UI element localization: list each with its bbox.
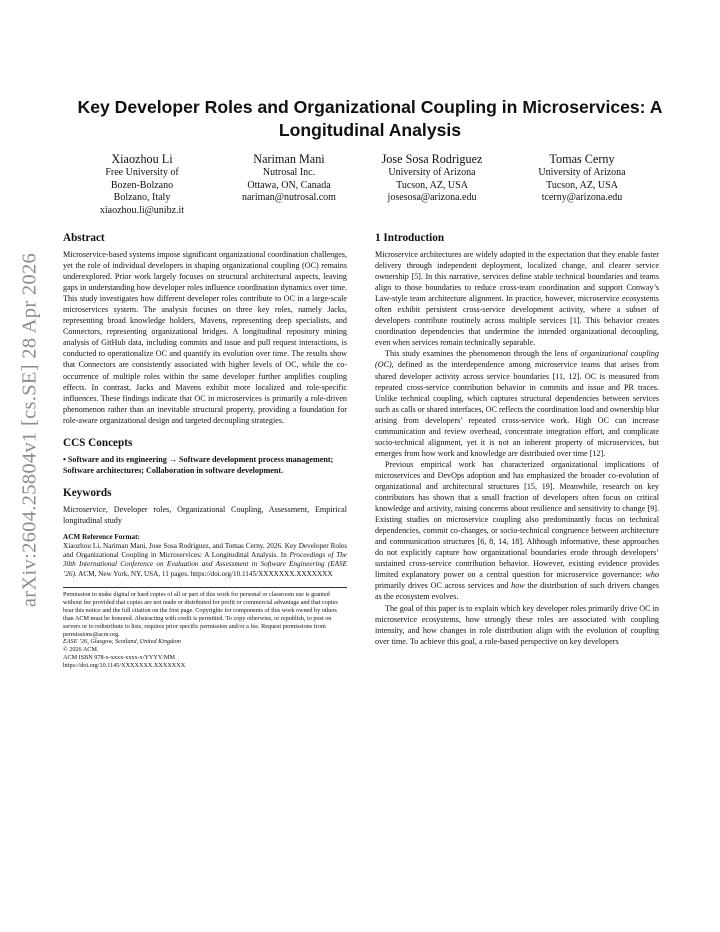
author-location: Ottawa, ON, Canada [247, 179, 331, 191]
keywords-text: Microservice, Developer roles, Organizational Coupling, Assessment, Empirical longitudinal study [63, 504, 347, 525]
acm-reference-heading: ACM Reference Format: [63, 532, 140, 541]
abstract-text: Microservice-based systems impose significant organizational coordination challenges, yet the role of individual developers in shaping organizational coupling (OC) remains underexplored. Prior work largely focuses on structural architectural aspects, leaving gaps in understanding how developer roles influence coordination dynamics over time. This study investigates how different developer roles contribute to OC in a large-scale microservices system. The analysis focuses on three key roles, namely Jacks, representing broad knowledge holders, Mavens, representing deep specialists, and Connectors, representing organizational bridges. A longitudinal repository mining analysis of GitHub data, including commits and issue and pull request interactions, is conducted to operationalize OC and quantify its evolution over time. The results show that Connectors are consistently associated with higher levels of OC, while the co-occurrence of multiple roles within the same developer further amplifies coupling effects. In contrast, Jacks and Mavens exhibit more localized and role-specific influences. These findings indicate that OC in microservices is primarily a role-driven phenomenon rather than an inevitable structural property, providing a foundation for role-aware organizational design and targeted decoupling strategies. [63, 250, 347, 425]
author-email[interactable]: xiaozhou.li@unibz.it [99, 204, 185, 216]
arxiv-id-text[interactable]: arXiv:2604.25804v1 [cs.SE] 28 Apr 2026 [18, 252, 41, 608]
copyright-line: © 2026 ACM. [63, 646, 99, 654]
author-email[interactable]: josesosa@arizona.edu [387, 192, 477, 204]
conference-venue: EASE ’26, Glasgow, Scotland, United Kingdom [63, 638, 181, 646]
author-name: Xiaozhou Li [111, 152, 173, 166]
author-name: Tomas Cerny [549, 152, 615, 166]
intro-p3-post: the distribution of such drivers changes as the ecosystem evolves. [375, 581, 659, 602]
footnote-divider [63, 587, 347, 588]
intro-paragraph-1: Microservice architectures are widely adopted in the expectation that they enable faster delivery through independent deployment, localized change, and clearer service ownership [5]. In this narrative, services define stable technical boundaries and teams align to those boundaries to reduce cross-team coordination and support Conway’s Law-style team architecture alignment. In practice, however, microservice ecosystems often exhibit persistent cross-service development activity, where a subset of developers contribute routinely across multiple services [1]. This behavior creates coordination dependencies that undermine the intended organizational decoupling, even when services remain technically separable. [375, 250, 659, 348]
permission-block [63, 587, 347, 670]
intro-p3-pre: Previous empirical work has characterized organizational implications of microservices and DevOps adoption and has emphasized the broader co-evolution of organizational and architectural structures [15, 19]. Meanwhile, research on key contributors has shown that a small fraction of developers often focus on critical knowledge and activity, raising concerns about resilience and sensitivity to change [9]. Existing studies on microservice coupling also predominantly focus on technical dependencies, commit co-changes, or socio-technical congruence between architecture and communication structures [6, 8, 14, 18]. Although informative, these approaches do not explicitly capture how organizational boundaries erode through developers’ sustained cross-service contribution behavior. However, existing evidence provides limited explanatory power on a central question for microservice governance: [375, 459, 659, 580]
author-affiliation: Free University of [105, 167, 179, 178]
author-location: Tucson, AZ, USA [396, 179, 468, 191]
right-column [375, 232, 659, 647]
intro-p3-who: who [645, 570, 659, 580]
left-column [63, 232, 347, 670]
abstract-heading: Abstract [63, 232, 105, 244]
ccs-heading: CCS Concepts [63, 436, 133, 449]
permission-text: Permission to make digital or hard copies of all or part of this work for personal or classroom use is granted without fee provided that copies are not made or distributed for profit or commercial advantage and that copies bear this notice and the full citation on the first page. Copyrights for components of this work owned by others than ACM must be honored. Abstracting with credit is permitted. To copy otherwise, or republish, to post on servers or to redistribute to lists, requires prior specific permission and/or a fee. Request permissions from permissions@acm.org. [63, 591, 338, 638]
acm-reference-text [63, 542, 347, 579]
arxiv-identifier [6, 180, 54, 680]
author-4 [512, 152, 652, 205]
isbn-line: ACM ISBN 978-x-xxxx-xxxx-x/YYYY/MM [63, 654, 176, 662]
doi-line[interactable]: https://doi.org/10.1145/XXXXXXX.XXXXXXX [63, 662, 186, 670]
author-location: Tucson, AZ, USA [546, 179, 618, 191]
author-email[interactable]: nariman@nutrosal.com [242, 192, 336, 204]
intro-paragraph-4: The goal of this paper is to explain which key developer roles primarily drive OC in microservice ecosystems, how strongly these roles are associated with coupling intensity, and how changes in role distribution align with the evolution of coupling over time. To achieve this goal, a role-based perspective on key developers [375, 603, 659, 646]
author-affiliation: University of Arizona [388, 167, 476, 178]
acm-reference [63, 533, 347, 579]
intro-p2-pre: This study examines the phenomenon through the lens of [385, 349, 581, 359]
author-3 [362, 152, 502, 205]
author-name: Nariman Mani [253, 152, 325, 166]
author-1 [72, 152, 212, 217]
introduction-heading: 1 Introduction [375, 232, 445, 244]
author-affiliation: Nutrosal Inc. [262, 167, 316, 178]
author-email[interactable]: tcerny@arizona.edu [541, 192, 623, 204]
acm-reference-venue: Proceedings of The 30th International Conference on Evaluation and Assessment in Software Engineering (EASE ’26). [63, 551, 347, 578]
author-block [62, 152, 662, 232]
ccs-text: • Software and its engineering → Software development process management; Software architectures; Collaboration in software development. [63, 454, 334, 475]
acm-reference-post: ACM, New York, NY, USA, 11 pages. https://doi.org/10.1145/XXXXXXX.XXXXXXX [76, 569, 333, 578]
author-2 [219, 152, 359, 205]
author-affiliation: University of Arizona [538, 167, 626, 178]
intro-p3-how: how [511, 581, 525, 591]
intro-paragraph-2 [375, 348, 659, 458]
acm-reference-pre: Xiaozhou Li, Nariman Mani, Jose Sosa Rodriguez, and Tomas Cerny. 2026. Key Developer Roles and Organizational Coupling in Microservices: A Longitudinal Analysis. In [63, 541, 347, 560]
intro-p2-term: organizational coupling (OC) [375, 349, 659, 370]
intro-p2-post: , defined as the interdependence among microservice teams that arises from shared developer activity across service boundaries [11, 12]. OC is measured from repeated cross-service contribution behavior in commits and issue and PR traces. Unlike technical coupling, which captures structural dependencies between services such as calls or shared interfaces, OC reflects the coordination load and ownership blur arising from developers’ repeated cross-service work. High OC can increase communication and review overhead, concentrate integration effort, and complicate socio-technical alignment, yet it is not an inherent property of microservices, but emerges from how work and knowledge are distributed over time [12]. [375, 360, 659, 458]
author-location: Bolzano, Italy [113, 192, 171, 204]
author-name: Jose Sosa Rodriguez [381, 152, 483, 166]
keywords-heading: Keywords [63, 486, 112, 499]
intro-p3-mid: primarily drives OC across services and [375, 581, 512, 591]
intro-paragraph-3 [375, 459, 659, 603]
author-affiliation: Bozen-Bolzano [110, 179, 174, 191]
paper-title: Key Developer Roles and Organizational Coupling in Microservices: A Longitudinal Analysis [77, 97, 663, 140]
